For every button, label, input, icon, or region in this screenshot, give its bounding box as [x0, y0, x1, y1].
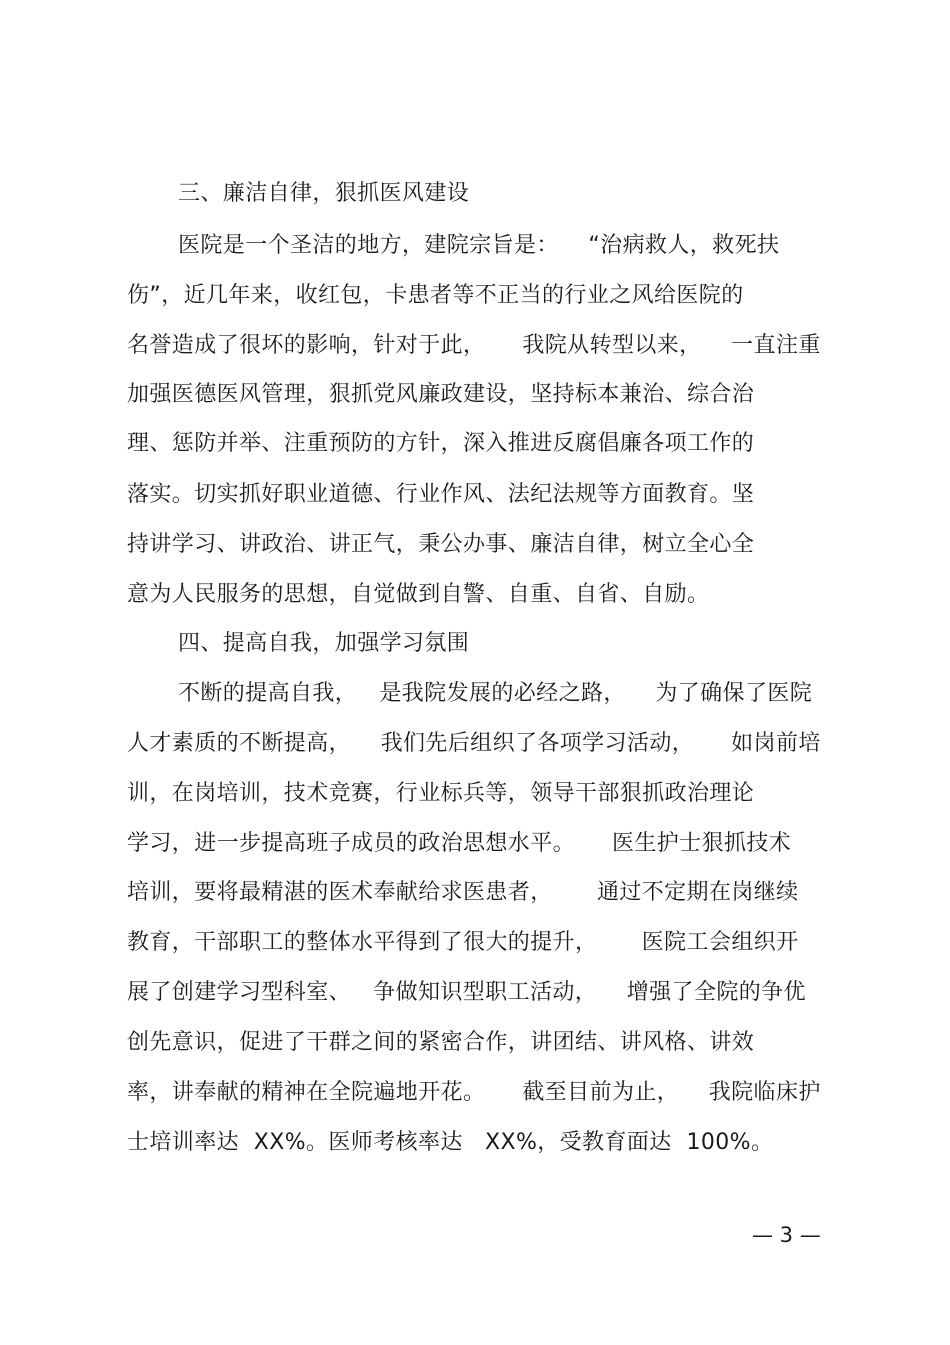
paragraph-line: 不断的提高自我， 是我院发展的必经之路， 为了确保了医院: [178, 681, 813, 706]
paragraph-line: 伤”，近几年来，收红包，卡患者等不正当的行业之风给医院的: [127, 283, 744, 308]
paragraph-line: 持讲学习、讲政治、讲正气，秉公办事、廉洁自律，树立全心全: [127, 532, 755, 557]
paragraph-line: 展了创建学习型科室、 争做知识型职工活动， 增强了全院的争优: [127, 980, 806, 1005]
paragraph-line: 意为人民服务的思想，自觉做到自警、自重、自省、自励。: [127, 582, 710, 607]
paragraph-line: 加强医德医风管理，狠抓党风廉政建设，坚持标本兼治、综合治: [127, 382, 755, 407]
paragraph-line: 理、惩防并举、注重预防的方针，深入推进反腐倡廉各项工作的: [127, 431, 755, 456]
paragraph-line: 医院是一个圣洁的地方，建院宗旨是： “治病救人，救死扶: [178, 233, 780, 258]
paragraph-line: 士培训率达 XX%。医师考核率达 XX%，受教育面达 100%。: [127, 1130, 774, 1155]
section-heading-4: 四、提高自我，加强学习氛围: [178, 631, 470, 656]
page-number: — 3 —: [752, 1223, 821, 1247]
section-heading-3: 三、廉洁自律，狠抓医风建设: [178, 181, 470, 206]
paragraph-line: 教育，干部职工的整体水平得到了很大的提升， 医院工会组织开: [127, 930, 799, 955]
paragraph-line: 落实。切实抓好职业道德、行业作风、法纪法规等方面教育。坚: [127, 482, 755, 507]
paragraph-line: 培训，要将最精湛的医术奉献给求医患者， 通过不定期在岗继续: [127, 880, 799, 905]
paragraph-line: 率，讲奉献的精神在全院遍地开花。 截至目前为止， 我院临床护: [127, 1080, 821, 1105]
paragraph-line: 名誉造成了很坏的影响，针对于此， 我院从转型以来， 一直注重: [127, 333, 821, 358]
paragraph-line: 人才素质的不断提高， 我们先后组织了各项学习活动， 如岗前培: [127, 731, 821, 756]
paragraph-line: 学习，进一步提高班子成员的政治思想水平。 医生护士狠抓技术: [127, 831, 792, 856]
paragraph-line: 创先意识，促进了干群之间的紧密合作，讲团结、讲风格、讲效: [127, 1030, 755, 1055]
paragraph-line: 训，在岗培训，技术竞赛，行业标兵等，领导干部狠抓政治理论: [127, 781, 755, 806]
